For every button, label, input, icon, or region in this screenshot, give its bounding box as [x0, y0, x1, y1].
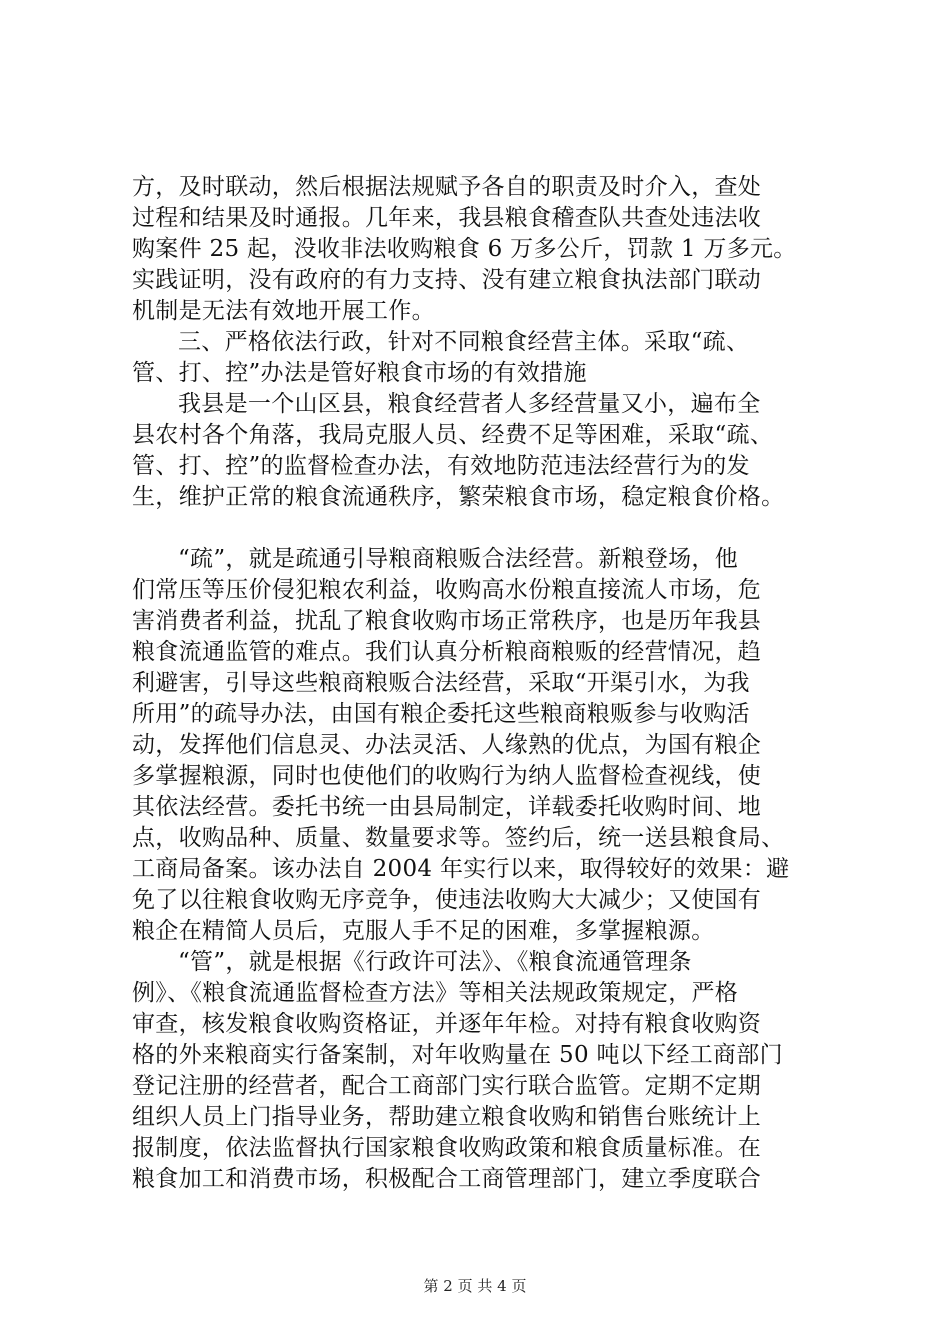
text-line: 格的外来粮商实行备案制，对年收购量在 50 吨以下经工商部门 — [132, 1042, 783, 1068]
text-line: 粮食加工和消费市场，积极配合工商管理部门，建立季度联合 — [132, 1166, 762, 1192]
section-heading-line: 三、严格依法行政，针对不同粮食经营主体。采取“疏、 — [178, 329, 750, 355]
text-line: 实践证明，没有政府的有力支持、没有建立粮食执法部门联动 — [132, 267, 762, 293]
document-body — [132, 172, 832, 1195]
text-line: “疏”，就是疏通引导粮商粮贩合法经营。新粮登场，他 — [178, 546, 739, 572]
text-line: 粮企在精简人员后，克服人手不足的困难，多掌握粮源。 — [132, 918, 715, 944]
text-line: 粮食流通监管的难点。我们认真分析粮商粮贩的经营情况，趋 — [132, 639, 762, 665]
text-line: 我县是一个山区县，粮食经营者人多经营量又小，遍布全 — [178, 391, 761, 417]
paragraph-gap — [132, 513, 832, 544]
text-line: 其依法经营。委托书统一由县局制定，详载委托收购时间、地 — [132, 794, 762, 820]
text-line: 生，维护正常的粮食流通秩序，繁荣粮食市场，稳定粮食价格。 — [132, 484, 785, 510]
text-line: 免了以往粮食收购无序竞争，使违法收购大大减少；又使国有 — [132, 887, 762, 913]
text-line: 管、打、控”的监督检查办法，有效地防范违法经营行为的发 — [132, 453, 750, 479]
text-line: 审查，核发粮食收购资格证，并逐年年检。对持有粮食收购资 — [132, 1011, 762, 1037]
text-line: 点，收购品种、质量、数量要求等。签约后，统一送县粮食局、 — [132, 825, 785, 851]
text-line: 多掌握粮源，同时也使他们的收购行为纳人监督检查视线，使 — [132, 763, 762, 789]
text-line: 机制是无法有效地开展工作。 — [132, 298, 435, 324]
text-line: 县农村各个角落，我局克服人员、经费不足等困难，采取“疏、 — [132, 422, 774, 448]
page-footer: 第 2 页 共 4 页 — [423, 1277, 527, 1295]
text-line: 所用”的疏导办法，由国有粮企委托这些粮商粮贩参与收购活 — [132, 701, 750, 727]
text-line: 工商局备案。该办法自 2004 年实行以来，取得较好的效果：避 — [132, 856, 790, 882]
text-line: 方，及时联动，然后根据法规赋予各自的职责及时介入，查处 — [132, 174, 762, 200]
text-line: 过程和结果及时通报。几年来，我县粮食稽查队共查处违法收 — [132, 205, 762, 231]
text-line: 例》、《粮食流通监督检查方法》等相关法规政策规定，严格 — [132, 980, 739, 1006]
text-line: “管”，就是根据《行政许可法》、《粮食流通管理条 — [178, 949, 692, 975]
text-line: 报制度，依法监督执行国家粮食收购政策和粮食质量标准。在 — [132, 1135, 762, 1161]
text-line: 们常压等压价侵犯粮农利益，收购高水份粮直接流人市场，危 — [132, 577, 762, 603]
text-line: 登记注册的经营者，配合工商部门实行联合监管。定期不定期 — [132, 1073, 762, 1099]
text-line: 动，发挥他们信息灵、办法灵活、人缘熟的优点，为国有粮企 — [132, 732, 762, 758]
text-line: 害消费者利益，扰乱了粮食收购市场正常秩序，也是历年我县 — [132, 608, 762, 634]
text-line: 利避害，引导这些粮商粮贩合法经营，采取“开渠引水，为我 — [132, 670, 750, 696]
text-line: 购案件 25 起，没收非法收购粮食 6 万多公斤，罚款 1 万多元。 — [132, 236, 797, 262]
section-heading-line: 管、打、控”办法是管好粮食市场的有效措施 — [132, 360, 587, 386]
text-line: 组织人员上门指导业务，帮助建立粮食收购和销售台账统计上 — [132, 1104, 762, 1130]
